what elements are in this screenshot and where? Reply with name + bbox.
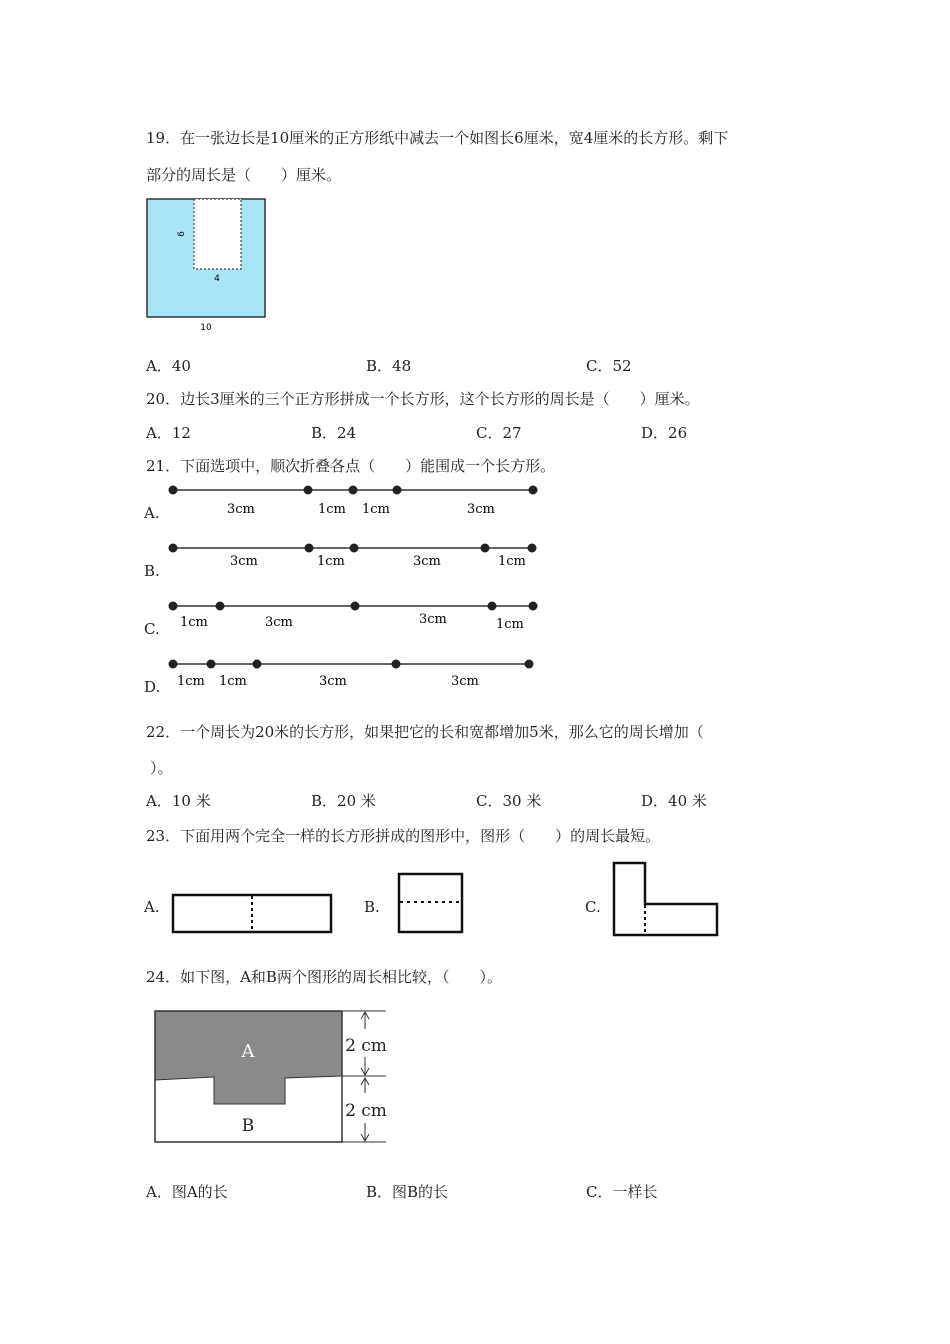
q19-label-10: 10 (200, 323, 212, 333)
q21-d-label-4: 3cm (451, 674, 479, 689)
q22-option-d[interactable]: D．40 米 (641, 792, 707, 810)
q21-b-label-4: 1cm (498, 554, 526, 569)
q19-cut-rectangle (194, 199, 241, 269)
q21-option-d-letter[interactable]: D. (144, 678, 161, 696)
q21-option-a-letter[interactable]: A. (144, 504, 160, 522)
q20-option-a[interactable]: A．12 (146, 424, 191, 442)
q21-d-label-1: 1cm (177, 674, 205, 689)
q23-option-b-figure (396, 871, 466, 935)
q23-option-a-figure (170, 892, 336, 936)
q19-label-6: 6 (177, 231, 187, 237)
q19-stem-line2: 部分的周长是（ ）厘米。 (146, 166, 342, 184)
q23-option-a-letter[interactable]: A. (144, 898, 160, 916)
q20-option-d[interactable]: D．26 (641, 424, 688, 442)
q22-option-b[interactable]: B．20 米 (311, 792, 376, 810)
q23-option-c-letter[interactable]: C. (585, 898, 601, 916)
q24-option-b[interactable]: B．图B的长 (366, 1183, 449, 1201)
q21-option-b-letter[interactable]: B. (144, 562, 160, 580)
q21-c-label-2: 3cm (265, 615, 293, 630)
q21-c-label-1: 1cm (180, 615, 208, 630)
q24-dim-top: 2 cm (345, 1036, 387, 1056)
q24-label-a: A (241, 1041, 255, 1062)
q22-stem-line1: 22．一个周长为20米的长方形，如果把它的长和宽都增加5米，那么它的周长增加（ (146, 723, 704, 741)
q20-option-b[interactable]: B．24 (311, 424, 357, 442)
q21-option-a-segment (165, 480, 545, 520)
q19-option-c[interactable]: C．52 (586, 357, 632, 375)
q21-stem: 21．下面选项中，顺次折叠各点（ ）能围成一个长方形。 (146, 457, 556, 475)
q24-figure (150, 1005, 395, 1150)
q22-stem-line2: ）。 (150, 759, 173, 777)
q24-dim-bottom: 2 cm (345, 1101, 387, 1121)
q23-option-c-figure (611, 860, 723, 940)
q20-stem: 20．边长3厘米的三个正方形拼成一个长方形，这个长方形的周长是（ ）厘米。 (146, 390, 700, 408)
q24-option-c[interactable]: C．一样长 (586, 1183, 658, 1201)
q21-option-c-segment (165, 596, 545, 636)
q19-figure (140, 192, 275, 337)
q21-a-label-1: 3cm (227, 502, 255, 517)
q24-label-b: B (241, 1116, 255, 1136)
q21-c-label-3: 3cm (419, 612, 447, 627)
q19-option-b[interactable]: B．48 (366, 357, 412, 375)
q21-a-label-4: 3cm (467, 502, 495, 517)
q19-option-a[interactable]: A．40 (146, 357, 191, 375)
q19-stem-line1: 19．在一张边长是10厘米的正方形纸中减去一个如图长6厘米，宽4厘米的长方形。剩下 (146, 129, 729, 147)
q21-b-label-1: 3cm (230, 554, 258, 569)
q22-option-a[interactable]: A．10 米 (146, 792, 211, 810)
q19-label-4: 4 (214, 274, 220, 284)
q21-option-c-letter[interactable]: C. (144, 620, 160, 638)
q24-stem: 24．如下图，A和B两个图形的周长相比较，（ ）。 (146, 968, 502, 986)
q21-b-label-2: 1cm (317, 554, 345, 569)
q23-option-b-letter[interactable]: B. (364, 898, 380, 916)
q21-d-label-3: 3cm (319, 674, 347, 689)
q21-b-label-3: 3cm (413, 554, 441, 569)
q23-stem: 23．下面用两个完全一样的长方形拼成的图形中，图形（ ）的周长最短。 (146, 827, 661, 845)
q21-c-label-4: 1cm (496, 617, 524, 632)
q21-option-b-segment (165, 538, 545, 578)
q21-option-d-segment (165, 654, 545, 694)
q21-d-label-2: 1cm (219, 674, 247, 689)
q22-option-c[interactable]: C．30 米 (476, 792, 542, 810)
q21-a-label-3: 1cm (362, 502, 390, 517)
q20-option-c[interactable]: C．27 (476, 424, 522, 442)
q21-a-label-2: 1cm (318, 502, 346, 517)
q24-option-a[interactable]: A．图A的长 (146, 1183, 228, 1201)
